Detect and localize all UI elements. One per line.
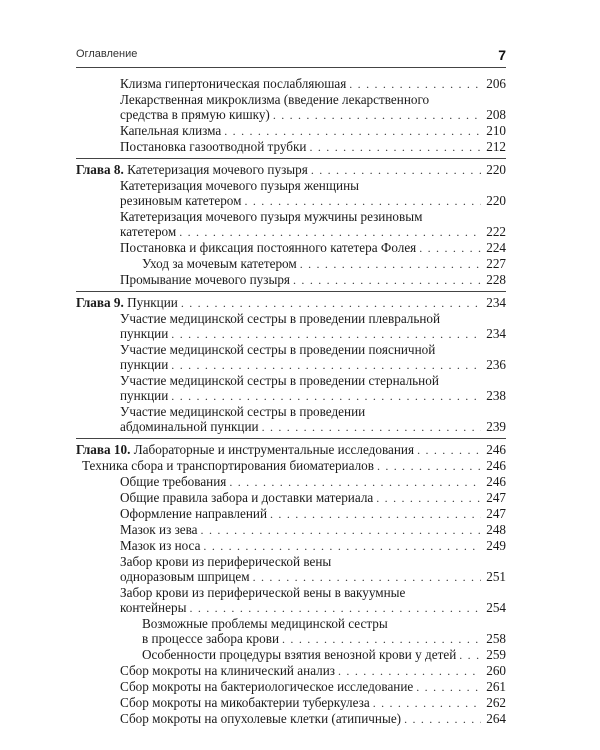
entry-page-number: 249 [486, 538, 506, 553]
toc-entry[interactable] [76, 92, 506, 123]
dot-leader [300, 257, 481, 272]
entry-page-number: 246 [486, 474, 506, 489]
entry-page-number: 247 [486, 506, 506, 521]
chapter-title: Лабораторные и инструментальные исследования [133, 442, 415, 457]
entry-title-line: Уход за мочевым катетером [142, 256, 297, 271]
toc-entry[interactable] [76, 76, 506, 92]
entry-title-line: Сбор мокроты на бактериологическое исследование [120, 679, 414, 694]
chapter-label: Глава 9. [76, 295, 124, 310]
entry-title-line: пункции [120, 326, 169, 341]
toc-entry[interactable] [76, 695, 506, 711]
chapter-page-number: 246 [486, 442, 506, 457]
running-head-title: Оглавление [76, 48, 138, 60]
dot-leader [311, 163, 481, 178]
chapter-divider [76, 291, 506, 292]
dot-leader [201, 523, 481, 538]
entry-title-line: Капельная клизма [120, 123, 222, 138]
chapter-divider [76, 158, 506, 159]
entry-title-line: Участие медицинской сестры в проведении стернальной [120, 373, 439, 388]
dot-leader [262, 420, 481, 435]
toc-entry[interactable] [76, 209, 506, 240]
entry-title-line: Постановка газоотводной трубки [120, 139, 307, 154]
entry-page-number: 236 [486, 357, 506, 372]
chapter-page-number: 234 [486, 295, 506, 310]
chapter-divider [76, 438, 506, 439]
entry-title-line: Особенности процедуры взятия венозной крови у детей [142, 647, 457, 662]
dot-leader [171, 389, 481, 404]
entry-page-number: 234 [486, 326, 506, 341]
toc-entry[interactable] [76, 458, 506, 474]
entry-page-number: 261 [486, 679, 506, 694]
entry-title-line: Забор крови из периферической вены [120, 554, 332, 569]
dot-leader [181, 296, 481, 311]
entry-title-line: Участие медицинской сестры в проведении [120, 404, 366, 419]
entry-title-line: Участие медицинской сестры в проведении поясничной [120, 342, 436, 357]
entry-title-line: контейнеры [120, 600, 187, 615]
entry-title-line: пункции [120, 357, 169, 372]
entry-page-number: 206 [486, 76, 506, 91]
dot-leader [293, 273, 481, 288]
toc-entry[interactable] [76, 404, 506, 435]
entry-page-number: 254 [486, 600, 506, 615]
toc-entry[interactable] [76, 506, 506, 522]
chapter-title: Катетеризация мочевого пузыря [127, 162, 308, 177]
toc-entry[interactable] [76, 647, 506, 663]
dot-leader [203, 539, 481, 554]
entry-page-number: 259 [486, 647, 506, 662]
dot-leader [189, 601, 481, 616]
entry-title-line: катетером [120, 224, 177, 239]
entry-title-line: Катетеризация мочевого пузыря женщины [120, 178, 359, 193]
dot-leader [417, 443, 481, 458]
dot-leader [270, 507, 481, 522]
entry-title-line: Возможные проблемы медицинской сестры [142, 616, 388, 631]
entry-page-number: 222 [486, 224, 506, 239]
dot-leader [404, 712, 481, 727]
toc-entry[interactable] [76, 139, 506, 155]
entry-title-line: Общие правила забора и доставки материала [120, 490, 374, 505]
dot-leader [171, 327, 481, 342]
toc-chapter-entry[interactable] [76, 442, 506, 458]
entry-page-number: 264 [486, 711, 506, 726]
running-head [76, 48, 506, 66]
dot-leader [179, 225, 481, 240]
dot-leader [171, 358, 481, 373]
entry-title-line: резиновым катетером [120, 193, 242, 208]
toc-entry[interactable] [76, 178, 506, 209]
dot-leader [349, 77, 481, 92]
toc-entry[interactable] [76, 272, 506, 288]
chapter-title: Пункции [127, 295, 178, 310]
toc-entry[interactable] [76, 474, 506, 490]
entry-page-number: 212 [486, 139, 506, 154]
toc-entry[interactable] [76, 711, 506, 727]
chapter-page-number: 220 [486, 162, 506, 177]
entry-title-line: Постановка и фиксация постоянного катетера Фолея [120, 240, 417, 255]
toc-entry[interactable] [76, 311, 506, 342]
entry-page-number: 248 [486, 522, 506, 537]
toc-entry[interactable] [76, 373, 506, 404]
entry-title-line: Мазок из носа [120, 538, 201, 553]
entry-page-number: 227 [486, 256, 506, 271]
entry-title-line: Оформление направлений [120, 506, 268, 521]
toc-chapter-entry[interactable] [76, 162, 506, 178]
dot-leader [459, 648, 481, 663]
toc-entry[interactable] [76, 342, 506, 373]
entry-title-line: средства в прямую кишку) [120, 107, 270, 122]
entry-page-number: 220 [486, 193, 506, 208]
entry-page-number: 246 [486, 458, 506, 473]
entry-page-number: 247 [486, 490, 506, 505]
toc-entry[interactable] [76, 585, 506, 616]
toc-entry[interactable] [76, 616, 506, 647]
dot-leader [419, 241, 481, 256]
entry-title-line: Промывание мочевого пузыря [120, 272, 291, 287]
dot-leader [338, 664, 481, 679]
entry-page-number: 251 [486, 569, 506, 584]
entry-page-number: 238 [486, 388, 506, 403]
dot-leader [376, 491, 481, 506]
dot-leader [245, 194, 482, 209]
entry-title-line: Участие медицинской сестры в проведении плевральной [120, 311, 441, 326]
toc-entry[interactable] [76, 490, 506, 506]
entry-title-line: Техника сбора и транспортирования биоматериалов [82, 458, 374, 473]
toc-entry[interactable] [76, 554, 506, 585]
entry-title-line: абдоминальной пункции [120, 419, 259, 434]
entry-page-number: 208 [486, 107, 506, 122]
entry-page-number: 258 [486, 631, 506, 646]
entry-title-line: Мазок из зева [120, 522, 198, 537]
page-number: 7 [498, 47, 506, 63]
entry-page-number: 210 [486, 123, 506, 138]
toc-entry[interactable] [76, 679, 506, 695]
dot-leader [253, 570, 481, 585]
entry-title-line: Лекарственная микроклизма (введение лекарственного [120, 92, 430, 107]
entry-title-line: Забор крови из периферической вены в вакуумные [120, 585, 406, 600]
entry-title-line: Сбор мокроты на опухолевые клетки (атипичные) [120, 711, 402, 726]
dot-leader [310, 140, 482, 155]
toc-chapter-entry[interactable] [76, 295, 506, 311]
entry-title-line: Общие требования [120, 474, 227, 489]
entry-title-line: в процессе забора крови [142, 631, 280, 646]
dot-leader [273, 108, 481, 123]
table-of-contents [76, 76, 506, 727]
toc-entry[interactable] [76, 240, 506, 256]
entry-title-line: Клизма гипертоническая послабляюшая [120, 76, 347, 91]
dot-leader [224, 124, 481, 139]
dot-leader [282, 632, 481, 647]
entry-page-number: 260 [486, 663, 506, 678]
chapter-label: Глава 10. [76, 442, 131, 457]
chapter-label: Глава 8. [76, 162, 124, 177]
toc-entry[interactable] [76, 123, 506, 139]
header-rule [76, 67, 506, 68]
entry-title-line: одноразовым шприцем [120, 569, 250, 584]
toc-entry[interactable] [76, 663, 506, 679]
dot-leader [229, 475, 481, 490]
dot-leader [416, 680, 481, 695]
dot-leader [377, 459, 481, 474]
entry-title-line: пункции [120, 388, 169, 403]
entry-page-number: 262 [486, 695, 506, 710]
entry-title-line: Сбор мокроты на клинический анализ [120, 663, 336, 678]
entry-title-line: Катетеризация мочевого пузыря мужчины резиновым [120, 209, 423, 224]
entry-page-number: 228 [486, 272, 506, 287]
toc-entry[interactable] [76, 256, 506, 272]
entry-page-number: 239 [486, 419, 506, 434]
dot-leader [373, 696, 481, 711]
toc-entry[interactable] [76, 522, 506, 538]
entry-title-line: Сбор мокроты на микобактерии туберкулеза [120, 695, 370, 710]
entry-page-number: 224 [486, 240, 506, 255]
toc-entry[interactable] [76, 538, 506, 554]
